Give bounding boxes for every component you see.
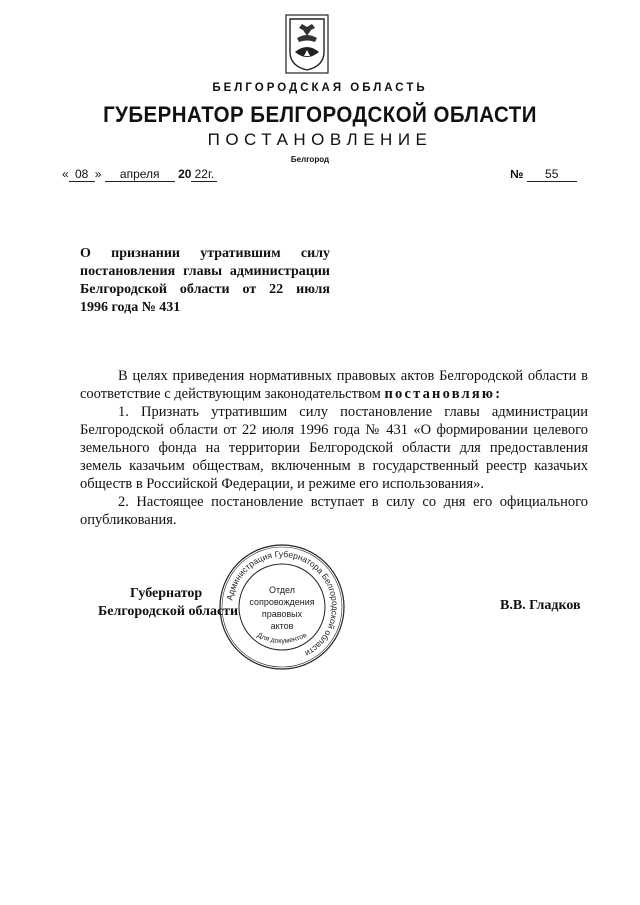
stamp-inner-line: Отдел <box>268 585 296 595</box>
intro-paragraph <box>80 367 588 403</box>
stamp-inner-line: правовых <box>261 609 303 619</box>
decree-word: постановляю: <box>384 386 503 402</box>
region-heading: БЕЛГОРОДСКАЯ ОБЛАСТЬ <box>212 82 428 94</box>
number-value: 55 <box>527 168 577 182</box>
item-1-paragraph: 1. Признать утратившим силу постановление главы администрации Белгородской области от 22 июля 1996 года № 431 «О формировании целевого земельного фонда на территории Белгородской области для предоставления земель казачьим обществам, включенным в государственный реестр казачьих обществ в Российской Федерации, и режиме его использования». <box>80 404 588 492</box>
subject-line: Белгородской области от 22 июля <box>80 282 330 297</box>
subject-line: постановления главы администрации <box>80 264 330 279</box>
date-line <box>62 167 217 182</box>
date-year-prefix: 20 <box>178 167 192 181</box>
authority-heading: ГУБЕРНАТОР БЕЛГОРОДСКОЙ ОБЛАСТИ <box>103 102 537 127</box>
document-number <box>510 167 577 182</box>
stamp-ring-text: Администрация Губернатора Белгородской области <box>224 548 341 659</box>
city-label: Белгород <box>290 155 330 164</box>
document-body <box>80 367 588 529</box>
document-type-heading: ПОСТАНОВЛЕНИЕ <box>207 130 433 149</box>
date-open-quote: « <box>62 167 69 181</box>
stamp-inner-line: сопровождения <box>249 597 315 607</box>
signatory-position-line1: Губернатор <box>130 586 203 601</box>
intro-text: В целях приведения нормативных правовых актов Белгородской области в соответствие с действующим законодательством <box>80 368 588 402</box>
item-2-paragraph: 2. Настоящее постановление вступает в силу со дня его официального опубликования. <box>80 494 588 528</box>
official-stamp <box>218 543 346 671</box>
stamp-inner-line: актов <box>270 621 294 631</box>
coat-of-arms-emblem <box>285 14 329 74</box>
document-subject <box>80 245 330 317</box>
signatory-position-line2: Белгородской области <box>98 604 239 619</box>
stamp-bottom-text: Для документов <box>255 631 308 646</box>
signatory-name: В.В. Гладков <box>500 598 581 613</box>
number-sign: № <box>510 167 524 181</box>
date-month: апреля <box>105 168 175 182</box>
subject-line: 1996 года № 431 <box>80 300 181 315</box>
date-close-quote: » <box>94 167 102 181</box>
date-day: 08 <box>69 168 95 182</box>
subject-line: О признании утратившим силу <box>80 246 330 261</box>
date-year-suffix: 22г. <box>191 168 217 182</box>
